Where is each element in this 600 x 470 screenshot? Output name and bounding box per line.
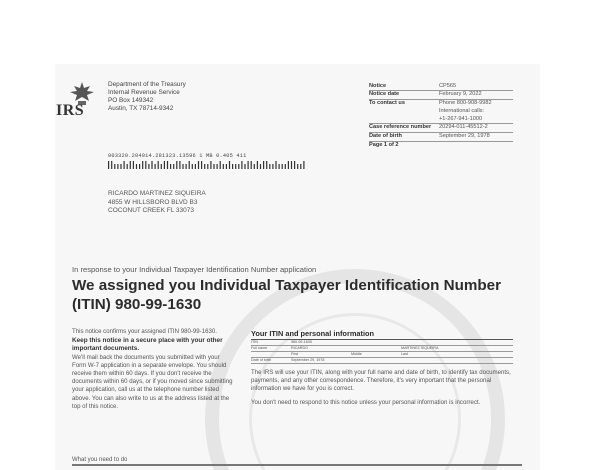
agency-address [108, 81, 186, 113]
barcode-bar [130, 161, 131, 169]
itin-cell: Middle [351, 352, 401, 358]
barcode-bar [300, 164, 301, 169]
notice-value: +1-267-941-1000 [439, 115, 513, 123]
agency-line: PO Box 149342 [108, 97, 154, 105]
barcode-bar [176, 161, 177, 169]
barcode-bar [291, 161, 292, 169]
barcode-bar [158, 161, 159, 169]
notice-label [369, 115, 439, 123]
barcode-bar [139, 164, 140, 169]
notice-row [369, 115, 513, 123]
documents-text: We'll mail back the documents you submitted with your Form W-7 application in a separate envelope. You should receive them within 60 days. If you don't receive the documents within 60 days, or if you moved since submitting your application, call us at the telephone number listed above. You can also write to us at the address listed at the top of this notice. [72, 353, 233, 410]
left-column [72, 328, 234, 411]
barcode-bar [220, 161, 221, 169]
barcode-bar [195, 164, 196, 169]
barcode-bar [294, 161, 295, 169]
itin-cell: 980-99-1630 [291, 340, 351, 346]
barcode-bar [167, 161, 168, 169]
itin-cell: September 29, 1978 [291, 358, 351, 364]
itin-cell: MARTINEZ SIQUEIRA [401, 346, 513, 352]
mailing-code: 003320.204014.281323.13596 1 MB 0.405 411 [108, 153, 247, 159]
barcode-bar [210, 161, 211, 169]
notice-row [369, 132, 513, 141]
barcode-bar [272, 164, 273, 169]
barcode-bar [186, 164, 187, 169]
agency-line: Austin, TX 78714-9342 [108, 105, 174, 113]
notice-value: 20294-011-45512-2 [439, 123, 513, 132]
barcode-bar [108, 161, 109, 169]
itin-cell: ITIN [251, 340, 291, 346]
notice-row [369, 90, 513, 99]
itin-table [251, 340, 513, 364]
barcode-bar [204, 164, 205, 169]
barcode-bar [164, 161, 165, 169]
notice-label: Page 1 of 2 [369, 142, 399, 149]
barcode-bar [179, 161, 180, 169]
itin-cell: Date of birth [251, 358, 291, 364]
notice-headline: We assigned you Individual Taxpayer Identification Number (ITIN) 980-99-1630 [72, 277, 501, 313]
barcode-bar [151, 161, 152, 169]
notice-value: CP565 [439, 82, 513, 90]
barcode-bar [248, 161, 249, 169]
notice-value: Phone 800-908-9982 [439, 100, 492, 107]
itin-cell: Last [401, 352, 513, 358]
notice-label [369, 107, 439, 115]
barcode-bar [189, 161, 190, 169]
barcode-bar [182, 164, 183, 169]
itin-cell [351, 358, 401, 364]
barcode-bar [229, 161, 230, 169]
barcode-bar [124, 161, 125, 169]
itin-cell: Full name [251, 346, 291, 352]
barcode-bar [173, 164, 174, 169]
notice-row [369, 82, 513, 90]
notice-value: February 9, 2022 [439, 90, 513, 99]
notice-row [369, 141, 513, 149]
barcode-bar [192, 164, 193, 169]
barcode-bar [269, 164, 270, 169]
notice-label: Notice [369, 82, 439, 90]
barcode-bar [285, 164, 286, 169]
agency-line: Internal Revenue Service [108, 89, 180, 97]
next-section-heading: What you need to do [72, 457, 128, 463]
postal-barcode [108, 161, 308, 169]
barcode-bar [223, 164, 224, 169]
notice-info-table [369, 82, 513, 149]
itin-cell [401, 358, 513, 364]
barcode-bar [133, 161, 134, 169]
barcode-bar [207, 164, 208, 169]
barcode-bar [145, 161, 146, 169]
barcode-bar [117, 164, 118, 169]
notice-row [369, 99, 513, 107]
notice-label: Case reference number [369, 123, 439, 132]
barcode-bar [127, 164, 128, 169]
notice-value: September 29, 1978 [439, 132, 513, 141]
barcode-bar [251, 161, 252, 169]
recipient-line: 4855 W HILLSBORO BLVD B3 [108, 198, 198, 206]
notice-label: To contact us [369, 100, 405, 107]
irs-logo-text: IRS [56, 102, 85, 119]
barcode-bar [282, 164, 283, 169]
barcode-bar [226, 164, 227, 169]
itin-use-text: The IRS will use your ITIN, along with your full name and date of birth, to identify tax documents, payments, and any other correspondence. Therefore, it's very important that the personal information we have for you is correct. [251, 368, 511, 393]
barcode-bar [232, 164, 233, 169]
barcode-bar [263, 161, 264, 169]
response-line: In response to your Individual Taxpayer Identification Number application [72, 265, 317, 274]
barcode-bar [217, 164, 218, 169]
itin-cell: First [291, 352, 351, 358]
barcode-bar [170, 164, 171, 169]
barcode-bar [244, 164, 245, 169]
barcode-bar [303, 161, 304, 169]
section-divider [72, 464, 522, 466]
barcode-bar [254, 164, 255, 169]
barcode-bar [198, 161, 199, 169]
barcode-bar [260, 164, 261, 169]
agency-line: Department of the Treasury [108, 81, 186, 88]
notice-label: Notice date [369, 90, 439, 99]
barcode-bar [142, 161, 143, 169]
notice-value [439, 141, 513, 149]
barcode-bar [297, 164, 298, 169]
barcode-bar [155, 164, 156, 169]
barcode-bar [238, 164, 239, 169]
notice-value: International calls: [439, 107, 485, 114]
barcode-bar [161, 164, 162, 169]
no-response-text: You don't need to respond to this notice unless your personal information is incorrect. [251, 398, 481, 406]
barcode-bar [114, 164, 115, 169]
notice-row [369, 123, 513, 132]
recipient-line: RICARDO MARTINEZ SIQUEIRA [108, 190, 206, 197]
itin-info-box [251, 329, 513, 407]
barcode-bar [235, 164, 236, 169]
recipient-line: COCONUT CREEK FL 33073 [108, 207, 194, 215]
barcode-bar [136, 164, 137, 169]
barcode-bar [148, 164, 149, 169]
notice-label: Date of birth [369, 132, 439, 141]
barcode-bar [266, 161, 267, 169]
barcode-bar [213, 164, 214, 169]
itin-box-title: Your ITIN and personal information [251, 329, 513, 340]
barcode-bar [257, 161, 258, 169]
itin-cell: RICARDO [291, 346, 351, 352]
keep-notice-text: Keep this notice in a secure place with your other important documents. [72, 337, 223, 353]
barcode-bar [275, 161, 276, 169]
irs-notice-document [55, 64, 540, 470]
barcode-bar [288, 161, 289, 169]
barcode-bar [241, 161, 242, 169]
barcode-bar [120, 164, 121, 169]
recipient-address [108, 190, 206, 216]
barcode-bar [111, 161, 112, 169]
barcode-bar [279, 164, 280, 169]
confirm-text: This notice confirms your assigned ITIN 980-99-1630. [72, 328, 217, 335]
barcode-bar [201, 161, 202, 169]
notice-row [369, 107, 513, 115]
